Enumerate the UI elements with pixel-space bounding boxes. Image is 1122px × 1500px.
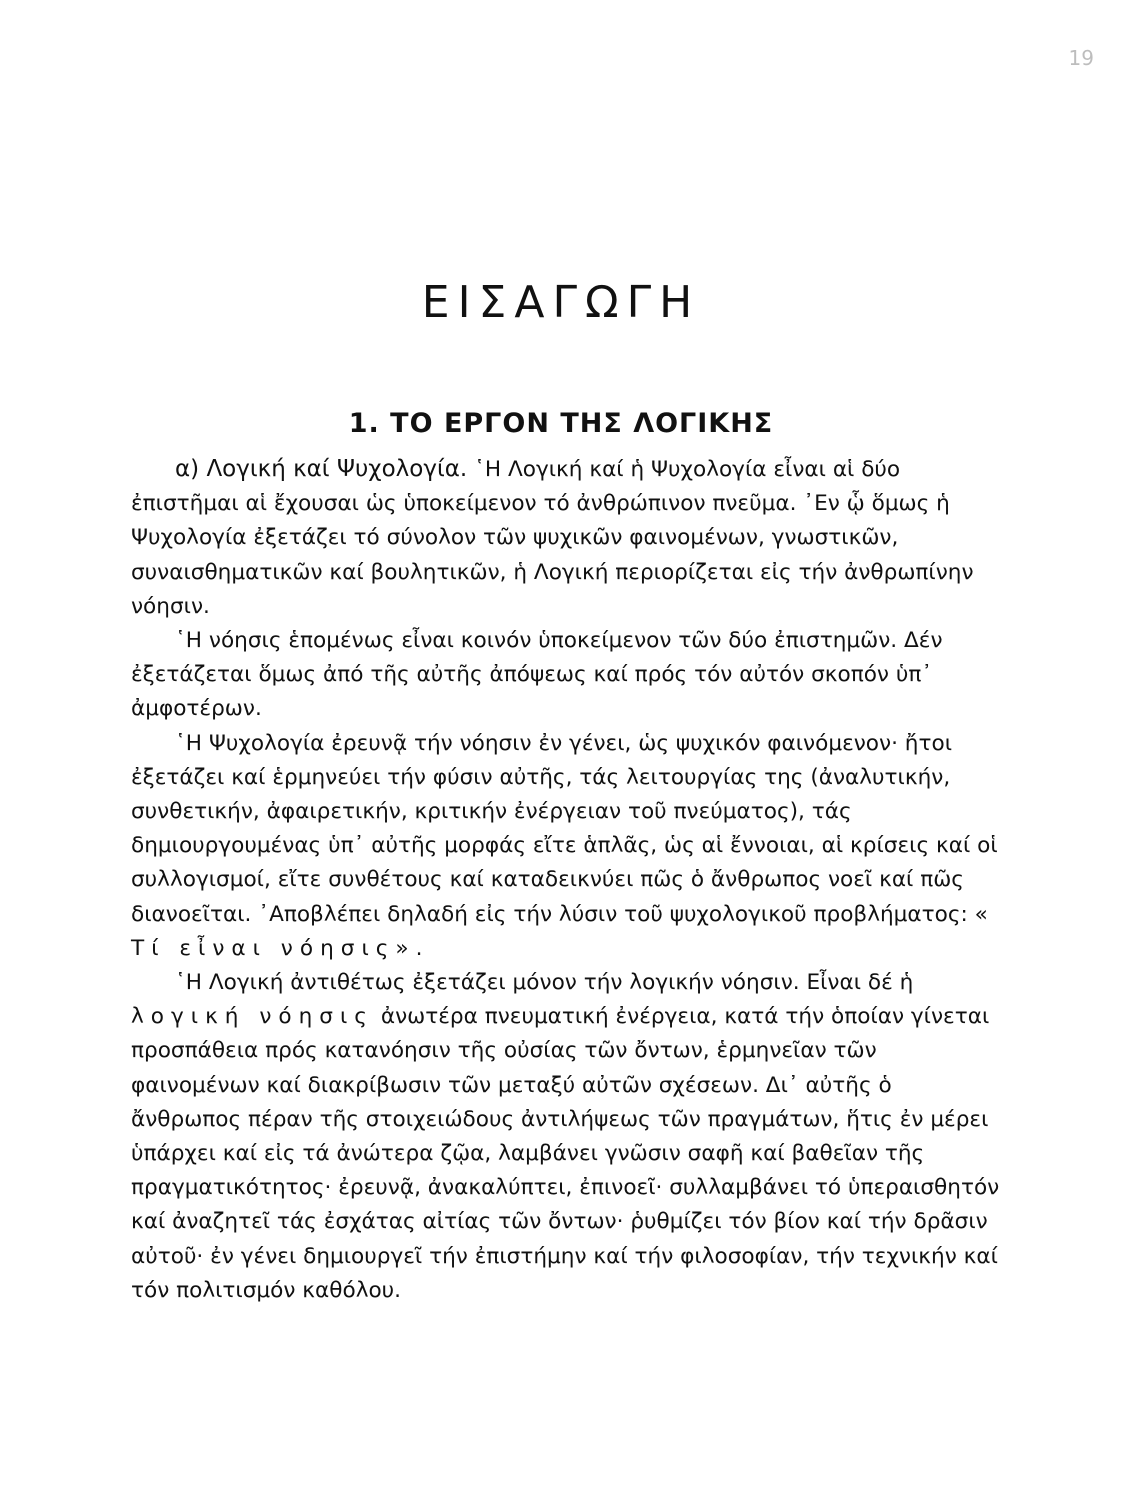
chapter-title: ΕΙΣΑΓΩΓΗ bbox=[421, 277, 701, 329]
body-text bbox=[131, 452, 1001, 1308]
paragraph-4-rest: ἀνωτέρα πνευματική ἐνέργεια, κατά τήν ὁποίαν γίνεται προσπάθεια πρός κατανόησιν τῆς οὐσίας τῶν ὄντων, ἑρμηνεῖαν τῶν φαινομένων καί διακρίβωσιν τῶν μεταξύ αὐτῶν σχέσεων. Δι᾿ αὐτῆς ὁ ἄνθρωπος πέραν τῆς στοιχειώδους ἀντιλήψεως τῶν πραγμάτων, ἥτις ἐν μέρει ὑπάρχει καί εἰς τά ἀνώτερα ζῷα, λαμβάνει γνῶσιν σαφῆ καί βαθεῖαν τῆς πραγματικότητος· ἐρευνᾷ, ἀνακαλύπτει, ἐπινοεῖ· συλλαμβάνει τό ὑπεραισθητόν καί ἀναζητεῖ τάς ἐσχάτας αἰτίας τῶν ὄντων· ῥυθμίζει τόν βίον καί τήν δρᾶσιν αὐτοῦ· ἐν γένει δημιουργεῖ τήν ἐπιστήμην καί τήν φιλοσοφίαν, τήν τεχνικήν καί τόν πολιτισμόν καθόλου. bbox=[131, 1004, 1000, 1303]
paragraph-2: ῾Η νόησις ἑπομένως εἶναι κοινόν ὑποκείμενον τῶν δύο ἐπιστημῶν. Δέν ἐξετάζεται ὅμως ἀπό τῆς αὐτῆς ἀπόψεως καί πρός τόν αὐτόν σκοπόν ὑπ᾿ ἀμφοτέρων. bbox=[131, 628, 943, 722]
paragraph-3 bbox=[131, 727, 1001, 966]
paragraph-1 bbox=[131, 452, 1001, 624]
subsection-intro: ῾Η Λογική καί ἡ Ψυχολογία εἶναι αἱ δύο ἐπιστῆμαι αἱ ἔχουσαι ὡς ὑποκείμενον τό ἀνθρώπινον πνεῦμα. ᾿Εν ᾧ ὅμως ἡ Ψυχολογία ἐξετάζει τό σύνολον τῶν ψυχικῶν φαινομένων, γνωστικῶν, συναισθηματικῶν καί βουλητικῶν, ἡ Λογική περιορίζεται εἰς τήν ἀνθρωπίνην νόησιν. bbox=[131, 457, 974, 619]
paragraph-3-text: ῾Η Ψυχολογία ἐρευνᾷ τήν νόησιν ἐν γένει, ὡς ψυχικόν φαινόμενον· ἤτοι ἐξετάζει καί ἑρμηνεύει τήν φύσιν αὐτῆς, τάς λειτουργίας της (ἀναλυτικήν, συνθετικήν, ἀφαιρετικήν, κριτικήν ἐνέργειαν τοῦ πνεύματος), τάς δημιουργουμένας ὑπ᾿ αὐτῆς μορφάς εἴτε ἁπλᾶς, ὡς αἱ ἔννοιαι, αἱ κρίσεις καί οἱ συλλογισμοί, εἴτε συνθέτους καί καταδεικνύει πῶς ὁ ἄνθρωπος νοεῖ καί πῶς διανοεῖται. ᾿Αποβλέπει δηλαδή εἰς τήν λύσιν τοῦ ψυχολογικοῦ προβλήματος: bbox=[131, 730, 998, 927]
subsection-label: α) Λογική καί Ψυχολογία. bbox=[175, 456, 468, 482]
section-heading: 1. ΤΟ ΕΡΓΟΝ ΤΗΣ ΛΟΓΙΚΗΣ bbox=[348, 408, 774, 440]
paragraph-4-emphasis: ἡ λογική νόησις bbox=[131, 970, 921, 1030]
page-number: 19 bbox=[1068, 46, 1094, 70]
paragraph-4-start: ῾Η Λογική ἀντιθέτως ἐξετάζει μόνον τήν λογικήν νόησιν. Εἶναι δέ bbox=[175, 970, 893, 996]
paragraph-3-quote: « Τί εἶναι νόησις». bbox=[131, 901, 995, 961]
paragraph-4 bbox=[131, 966, 1001, 1308]
